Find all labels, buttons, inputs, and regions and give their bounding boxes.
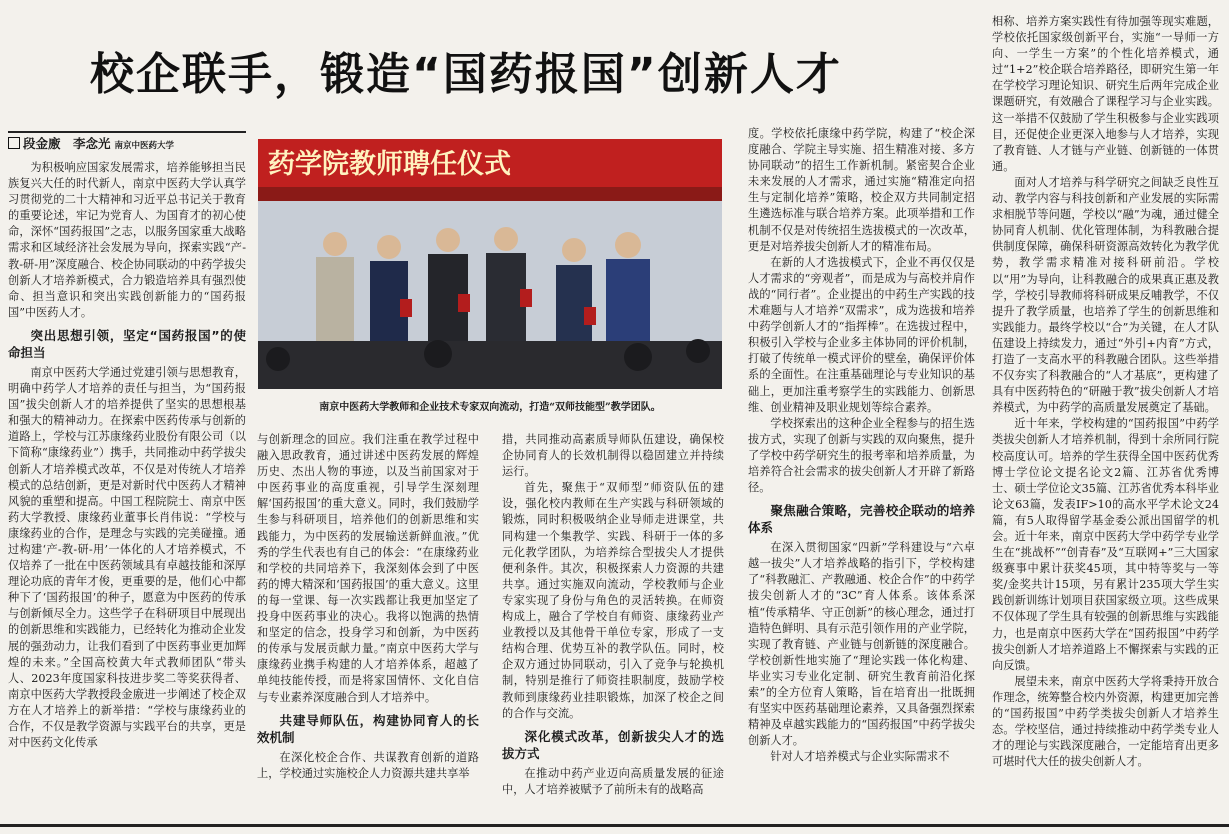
banner-text: 药学院教师聘任仪式 — [268, 149, 511, 180]
paragraph: 措，共同推动高素质导师队伍建设，确保校企协同育人的长效机制得以稳固建立并持续运行。 — [502, 433, 724, 479]
byline — [8, 134, 253, 152]
article-photo — [258, 139, 722, 389]
ceremony-photo — [258, 139, 722, 389]
paragraph: 面对人才培养与科学研究之间缺乏良性互动、教学内容与科技创新和产业发展的实际需求相脱节等问题，学校以“融”为魂，通过健全协同育人机制、优化管理体制，为科教融合提供制度保障，确保科研资源高效转化为教学优势，教学需求精准对接科研前沿。学校以“用”为导向，让科教融合的成果真正惠及教学，学校引导教师将科研成果反哺教学，不仅提升了教学质量，也培养了学生的创新思维和实践能力。最终学校以“合”为关键，在人才队伍建设上持续发力，通过“外引+内育”方式，打造了一支高水平的科教融合团队。这些举措不仅夯实了科教融合的“人才基底”，更构建了具有中医药特色的“研融于教”拔尖创新人才培养模式，为中药学的高质量发展奠定了基础。 — [992, 175, 1219, 415]
paragraph: 首先，聚焦于“双师型”师资队伍的建设，强化校内教师在生产实践与科研领域的锻炼，同时积极吸纳企业导师走进课堂，共同构建一个集教学、实践、科研于一体的多元化教学团队，为培养综合型拔尖人才提供便利条件。其次，积极探索人力资源的共建共享。通过实施双向流动，学校教师与企业专家实现了身份与角色的灵活转换。在师资构成上，融合了学校自有师资、康缘药业产业教授以及其他骨干单位专家，形成了一支结构合理、优势互补的教学队伍。同时，校企双方通过协同联动，引入了竞争与轮换机制，特别是推行了师资挂职制度，鼓励学校教师到康缘药业挂职锻炼，加深了校企之间的合作与交流。 — [502, 481, 724, 720]
column-1 — [8, 160, 246, 820]
paragraph: 针对人才培养模式与企业实际需求不 — [770, 750, 950, 764]
paragraph: 学校探索出的这种企业全程参与的招生选拔方式，实现了创新与实践的双向聚焦，提升了学校中药学研究生的报考率和培养质量，为培养符合社会需求的拔尖创新人才开辟了新路径。 — [748, 416, 975, 495]
column-2 — [257, 432, 479, 822]
bottom-rule — [0, 824, 1229, 827]
paragraph: 相称、培养方案实践性有待加强等现实难题，学校依托国家级创新平台，实施“一导师一方向、一学生一方案”的个性化培养模式，通过“1+2”校企联合培养路径，即研究生第一年在学校学习理论知识、研究生后两年完成企业课题研究，有效融合了课程学习与企业实践。这一举措不仅鼓励了学生积极参与企业实践项目，还促使企业更深入地参与人才培养，实现了教育链、人才链与产业链、创新链的一体贯通。 — [992, 15, 1219, 173]
column-3 — [502, 432, 724, 822]
paragraph: 南京中医药大学通过党建引领与思想教育，明确中药学人才培养的责任与担当，为“国药报国”拔尖创新人才的培养提供了坚实的思想根基和强大的精神动力。在探索中医药传承与创新的道路上，学校与江苏康缘药业股份有限公司（以下简称“康缘药业”）携手，共同推动中药学拔尖创新人才培养模式改革，不仅是对传统人才培养模式的总结创新，更是对新时代中医药人才精神风貌的重塑和提高。中国工程院院士、南京中医药大学教授、康缘药业董事长肖伟说：“学校与康缘药业的合作，是理念与实践的完美碰撞。通过构建‘产-教-研-用’一体化的人才培养模式，不仅培养了一批在中医药领域具有卓越技能和深厚理论功底的青年才俊，更重要的是，他们心中都种下了‘国药报国’的种子，愿意为中医药的传承与创新倾尽全力。这些学子在科研项目中展现出的创新思维和实践能力，已经转化为推动企业发展的强劲动力，让我们看到了中医药事业更加辉煌的未来。”全国高校黄大年式教师团队“带头人、2023年度国家科技进步奖二等奖获得者、南京中医药大学教授段金廒进一步阐述了校企双方在人才培养上的新举措：“学校与康缘药业的合作，不仅是教学资源与实践平台的共享，更是对中医药文化传承 — [8, 365, 246, 750]
column-4 — [748, 126, 975, 822]
photo-caption: 南京中医药大学教师和企业技术专家双向流动，打造“双师技能型”教学团队。 — [319, 402, 661, 413]
column-5 — [992, 14, 1219, 822]
paragraph: 为积极响应国家发展需求，培养能够担当民族复兴大任的时代新人，南京中医药大学认真学习贯彻党的二十大精神和习近平总书记关于教育的重要论述，牢记为党育人、为国育才的初心使命，深怀“国药报国”之志，以服务国家重大战略需求和区域经济社会发展为导向，探索实践“产-教-研-用”深度融合、校企协同联动的中药学拔尖创新人才培养新模式，合力锻造培养具有强烈使命、担当意识和突出实践创新能力的“国药报国”中医药人才。 — [8, 161, 246, 319]
byline-box-icon — [8, 137, 20, 149]
paragraph: 在推动中药产业迈向高质量发展的征途中，人才培养被赋予了前所未有的战略高 — [502, 766, 724, 796]
paragraph: 近十年来，学校构建的“国药报国”中药学类拔尖创新人才培养机制，得到十余所同行院校高度认可。培养的学生获得全国中医药优秀博士学位论文提名论文2篇、江苏省优秀博士、硕士学位论文35篇、江苏省优秀本科毕业论文63篇，发表IF>10的高水平学术论文24篇，有5人取得留学基金委公派出国留学的机会。近十年来，南京中医药大学中药学专业学生在“挑战杯”“创青春”及“互联网+”三大国家级赛事中累计获奖45项，其中特等奖与一等奖/金奖共计15项，另有累计235项大学生实践创新训练计划项目获国家级立项。这些成果不仅体现了学生具有较强的创新思维与实践能力，也是南京中医药大学在“国药报国”中药学拔尖创新人才培养道路上不懈探索与实践的正向反馈。 — [992, 417, 1219, 672]
paragraph: 度。学校依托康缘中药学院，构建了“校企深度融合、学院主导实施、招生精准对接、多方协同联动”的招生工作新机制。紧密契合企业未来发展的人才需求，通过实施“精准定向招生与定制化培养”策略，校企双方共同制定招生遴选标准与联合培养方案。此项举措和工作机制不仅是对传统招生选拔模式的一次改革，更是对培养拔尖创新人才的精准布局。 — [748, 127, 975, 253]
authors: 段金廒 李念光 — [23, 136, 111, 151]
section-heading: 深化模式改革，创新拔尖人才的选拔方式 — [502, 728, 724, 761]
affiliation: 南京中医药大学 — [114, 141, 175, 151]
paragraph: 与创新理念的回应。我们注重在教学过程中融入思政教育，通过讲述中医药发展的辉煌历史、杰出人物的事迹，以及当前国家对于中医药事业的高度重视，引导学生深刻理解‘国药报国’的重大意义。同时，我们鼓励学生参与科研项目，培养他们的创新思维和实践能力，为中医药的发展输送新鲜血液。”优秀的学生代表也有自己的体会：“在康缘药业和学校的共同培养下，我深刻体会到了中医药的博大精深和‘国药报国’的重大意义。这里的每一堂课、每一次实践都让我更加坚定了投身中医药事业的决心。我将以饱满的热情和坚定的信念，投身学习和创新，为中医药的传承与发展贡献力量。”南京中医药大学与康缘药业携手构建的人才培养体系，超越了单纯技能传授，而是将家国情怀、文化自信与专业素养深度融合到人才培养中。 — [257, 433, 479, 704]
byline-rule — [8, 131, 246, 133]
section-heading: 突出思想引领，坚定“国药报国”的使命担当 — [8, 327, 246, 360]
article-title: 校企联手，锻造“国药报国”创新人才 — [90, 49, 842, 100]
paragraph: 在新的人才选拔模式下，企业不再仅仅是人才需求的“旁观者”，而是成为与高校并肩作战的“同行者”。企业提出的中药生产实践的技术难题与人才培养“双需求”，成为选拔和培养中药学创新人才的“指挥棒”。在选拔过程中，积极引入学校与企业多主体协同的评价机制，打破了传统单一模式评价的壁垒，确保评价体系的全面性。在注重基础理论与专业知识的基础上，更加注重考察学生的实践能力、创新思维、创业精神及职业规划等综合素养。 — [748, 255, 975, 414]
section-heading: 共建导师队伍，构建协同育人的长效机制 — [257, 712, 479, 745]
paragraph: 在深入贯彻国家“四新”学科建设与“六卓越一拔尖”人才培养战略的指引下，学校构建了“科教融汇、产教融通、校企合作”的中药学拔尖创新人才的“3C”育人体系。该体系深植“传承精华、守正创新”的核心理念，通过打造特色鲜明、具有示范引领作用的产业学院，实现了教育链、产业链与创新链的深度融合。学校创新性地实施了“理论实践一体化构建、毕业实习专业化定制、研究生教育前沿化探索”的全方位育人策略，旨在培育出一批既拥有坚实中医药基础理论素养，又具备强烈探索精神及卓越实践能力的“国药报国”中药学拔尖创新人才。 — [748, 541, 975, 748]
paragraph: 在深化校企合作、共谋教育创新的道路上，学校通过实施校企人力资源共建共享举 — [257, 750, 479, 780]
section-heading: 聚焦融合策略，完善校企联动的培养体系 — [748, 503, 975, 536]
paragraph: 展望未来，南京中医药大学将秉持开放合作理念，统筹整合校内外资源，构建更加完善的“国药报国”中药学类拔尖创新人才培养生态。学校坚信，通过持续推动中药学类专业人才的理论与实践深度融合，一定能培育出更多可堪时代大任的拔尖创新人才。 — [992, 674, 1219, 769]
